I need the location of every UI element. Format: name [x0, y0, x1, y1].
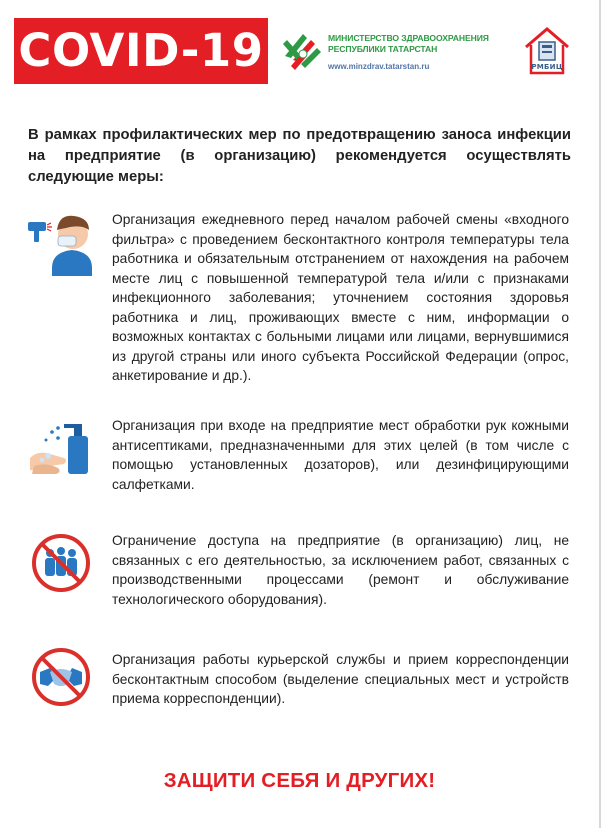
no-crowd-icon — [32, 534, 90, 592]
thermometer-person-icon — [26, 208, 96, 276]
measure-access-restriction: Ограничение доступа на предприятие (в организацию) лиц, не связанных с его деятельностью, за исключением работ, связанных с производственными процессами (ремонт и обслуживание технологического оборудования). — [112, 533, 569, 607]
ministry-emblem-icon — [281, 26, 323, 76]
intro-heading: В рамках профилактических мер по предотвращению заноса инфекции на предприятие (в организацию) рекомендуется осуществлять следующие меры: — [28, 127, 571, 185]
measure-entry-filter: Организация ежедневного перед началом рабочей смены «входного фильтра» с проведением бесконтактного контроля температуры тела работника и обязательным отстранением от нахождения на рабочем месте лиц с повышенной температурой тела и/или с признаками инфекционного заболевания; уточнением состояния здоровья работника и лиц, проживающих вместе с ним, информации о возможных контактах с больными лицами или лицами, вернувшимися из другой страны или иного субъекта Российской Федерации (опрос, анкетирование и др.). — [112, 212, 569, 383]
measure-contactless-courier: Организация работы курьерской службы и прием корреспонденции бесконтактным способом (выделение специальных мест и устройств приема корреспонденции). — [112, 652, 569, 706]
ministry-name: МИНИСТЕРСТВО ЗДРАВООХРАНЕНИЯ РЕСПУБЛИКИ ТАТАРСТАН — [328, 33, 489, 54]
no-handshake-icon — [32, 648, 90, 706]
ministry-url-link[interactable]: www.minzdrav.tatarstan.ru — [328, 62, 430, 71]
protect-slogan: ЗАЩИТИ СЕБЯ И ДРУГИХ! — [163, 769, 436, 792]
hand-sanitizer-icon — [28, 420, 94, 478]
measure-hand-antiseptics: Организация при входе на предприятие мест обработки рук кожными антисептиками, предназначенными для этих целей (в том числе с помощью установленных дозаторов), или дезинфицирующими салфетками. — [112, 418, 569, 492]
rmbic-label: РМБИЦ — [531, 63, 563, 71]
covid-19-banner: COVID-19 — [14, 18, 268, 84]
